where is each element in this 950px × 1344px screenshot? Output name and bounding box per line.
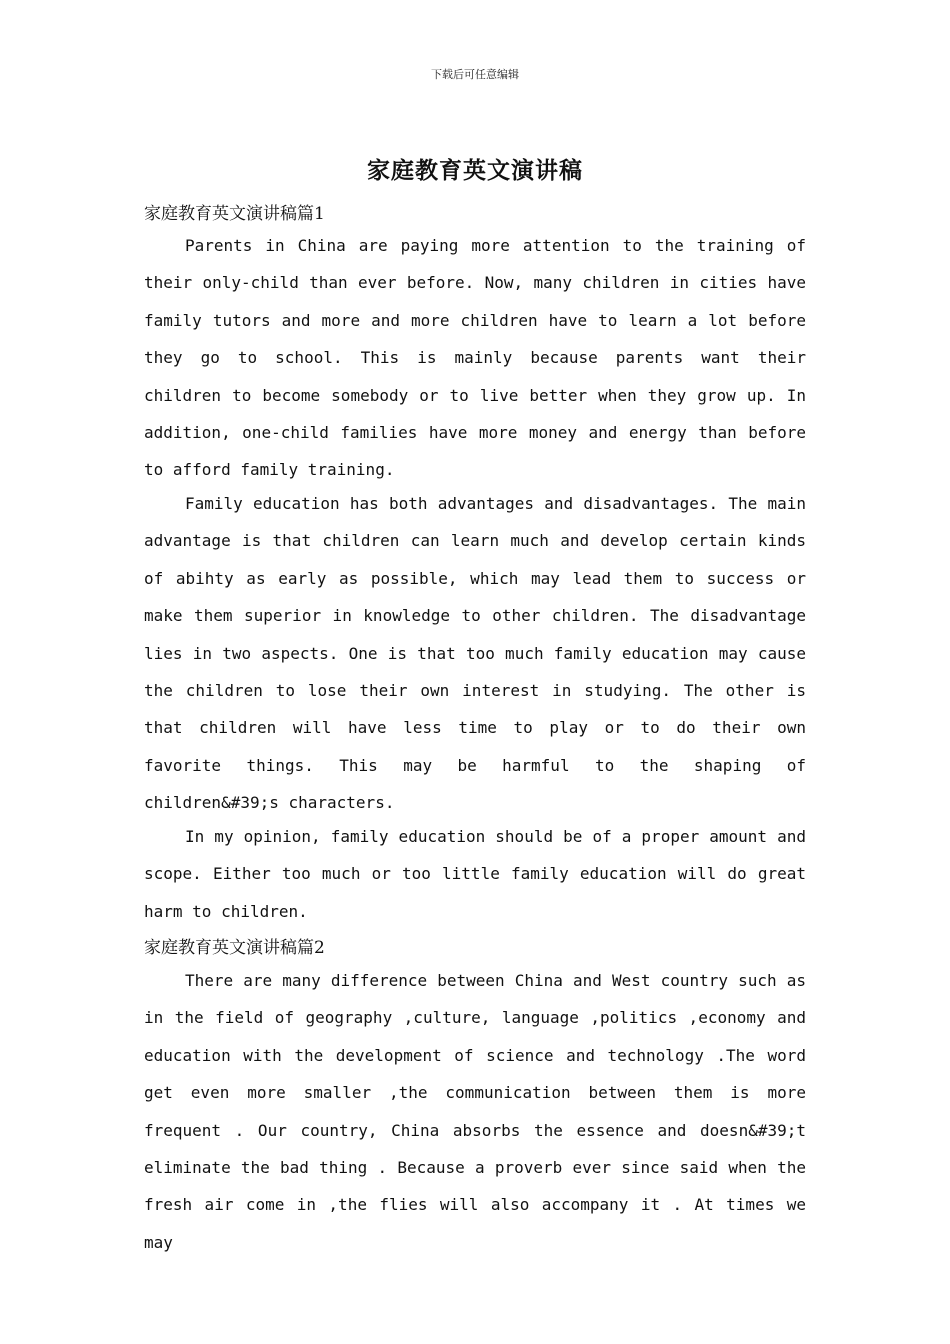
document-title: 家庭教育英文演讲稿 bbox=[367, 157, 583, 184]
paragraph: Parents in China are paying more attention to the training of their only-child than ever before. Now, many children in cities have family tutors and more and more children have to learn a lot before they go to school. This is mainly because parents want their children to become somebody or to live better when they grow up. In addition, one-child families have more money and energy than before to afford family training. bbox=[144, 236, 806, 480]
section-heading: 家庭教育英文演讲稿篇1 bbox=[144, 204, 325, 224]
section-heading: 家庭教育英文演讲稿篇2 bbox=[144, 938, 325, 958]
paragraph: There are many difference between China and West country such as in the field of geography ,culture, language ,politics ,economy and education with the development of science and technology .The word get even more smaller ,the communication between them is more frequent . Our country, China absorbs the essence and doesn&#39;t eliminate the bad thing . Because a proverb ever since said when the fresh air come in ,the flies will also accompany it . At times we may bbox=[144, 971, 806, 1252]
paragraph: Family education has both advantages and disadvantages. The main advantage is that children can learn much and develop certain kinds of abihty as early as possible, which may lead them to success or make them superior in knowledge to other children. The disadvantage lies in two aspects. One is that too much family education may cause the children to lose their own interest in studying. The other is that children will have less time to play or to do their own favorite things. This may be harmful to the shaping of children&#39;s characters. bbox=[144, 494, 806, 813]
paragraph: In my opinion, family education should be of a proper amount and scope. Either too much or too little family education will do great harm to children. bbox=[144, 827, 806, 921]
header-note: 下载后可任意编辑 bbox=[431, 68, 519, 81]
